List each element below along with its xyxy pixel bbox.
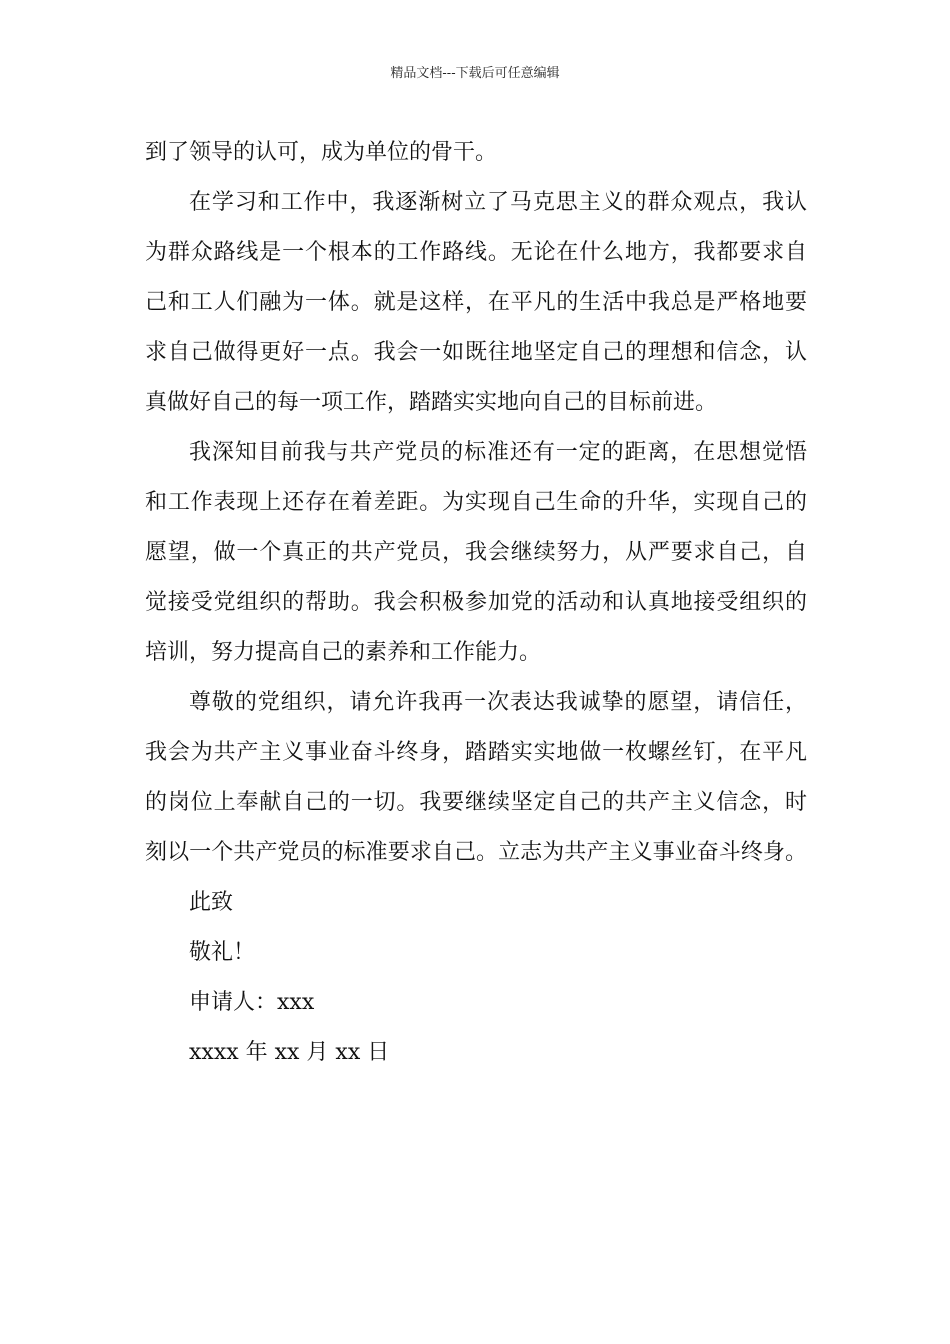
closing-salutation: 此致 bbox=[189, 890, 234, 915]
paragraph-first-line: 我深知目前我与共产党员的标准还有一定的距离，在思想觉悟 bbox=[189, 440, 807, 465]
text-line: 到了领导的认可，成为单位的骨干。 bbox=[145, 140, 498, 165]
date-line: xxxx 年 xx 月 xx 日 bbox=[189, 1040, 390, 1065]
text-line: 求自己做得更好一点。我会一如既往地坚定自己的理想和信念，认 bbox=[145, 340, 807, 365]
text-line: 刻以一个共产党员的标准要求自己。立志为共产主义事业奋斗终身。 bbox=[145, 840, 807, 865]
closing-respect: 敬礼！ bbox=[189, 940, 256, 965]
text-line: 为群众路线是一个根本的工作路线。无论在什么地方，我都要求自 bbox=[145, 240, 807, 265]
paragraph-first-line: 在学习和工作中，我逐渐树立了马克思主义的群众观点，我认 bbox=[189, 190, 807, 215]
text-line: 己和工人们融为一体。就是这样，在平凡的生活中我总是严格地要 bbox=[145, 290, 807, 315]
text-line: 培训，努力提高自己的素养和工作能力。 bbox=[145, 640, 542, 665]
text-line: 愿望，做一个真正的共产党员，我会继续努力，从严要求自己，自 bbox=[145, 540, 807, 565]
text-line: 和工作表现上还存在着差距。为实现自己生命的升华，实现自己的 bbox=[145, 490, 807, 515]
document-body bbox=[145, 128, 807, 1078]
text-line: 我会为共产主义事业奋斗终身，踏踏实实地做一枚螺丝钉，在平凡 bbox=[145, 740, 807, 765]
text-line: 的岗位上奉献自己的一切。我要继续坚定自己的共产主义信念，时 bbox=[145, 790, 807, 815]
paragraph-first-line: 尊敬的党组织，请允许我再一次表达我诚挚的愿望，请信任， bbox=[189, 690, 807, 715]
page-header: 精品文档---下载后可任意编辑 bbox=[390, 66, 560, 81]
applicant-signature: 申请人：xxx bbox=[189, 990, 315, 1015]
text-line: 觉接受党组织的帮助。我会积极参加党的活动和认真地接受组织的 bbox=[145, 590, 807, 615]
text-line: 真做好自己的每一项工作，踏踏实实地向自己的目标前进。 bbox=[145, 390, 718, 415]
